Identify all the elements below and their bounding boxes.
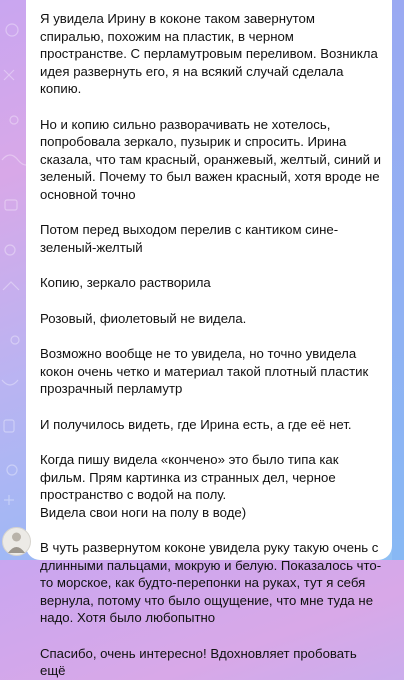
message-paragraph: В чуть развернутом коконе увидела руку такую очень с длинными пальцами, мокрую и белую. Показалось что-то морское, как будто-перепонки на руках, тут я себя вернула, потому что было ощущение, что мне туда не надо. Хотя было любопытно — [40, 540, 383, 625]
message-paragraph: Розовый, фиолетовый не видела. — [40, 310, 247, 326]
message-paragraph: И получилось видеть, где Ирина есть, а где её нет. — [40, 416, 352, 432]
message-bubble[interactable] — [26, 0, 392, 678]
sender-avatar[interactable] — [2, 527, 31, 556]
right-background-strip — [392, 0, 404, 560]
message-paragraph: Копию, зеркало растворила — [40, 275, 211, 290]
message-paragraph: Когда пишу видела «кончено» это было типа как фильм. Прям картинка из странных дел, черное пространство с водой на полу. Видела свои ноги на полу в воде) — [40, 452, 339, 520]
message-paragraph: Но и копию сильно разворачивать не хотелось, попробовала зеркало, пузырик и спросить. Ирина сказала, что там красный, оранжевый, желтый, синий и зеленый. Почему то был важен красный, хотя вроде не основной точно — [40, 116, 385, 202]
message-paragraph: Я увидела Ирину в коконе таком завернутом спиралью, похожим на пластик, в черном пространстве. С перламутровым переливом. Возникла идея развернуть его, я на всякий случай сделала копию. — [40, 11, 382, 96]
avatar-person-icon — [3, 528, 30, 555]
message-paragraph: Возможно вообще не то увидела, но точно увидела кокон очень четко и материал такой плотный пластик прозрачный перламутр — [40, 346, 372, 396]
message-paragraph: Спасибо, очень интересно! Вдохновляет пробовать ещё — [40, 645, 361, 678]
message-paragraph: Потом перед выходом перелив с кантиком сине-зеленый-желтый — [40, 222, 339, 255]
